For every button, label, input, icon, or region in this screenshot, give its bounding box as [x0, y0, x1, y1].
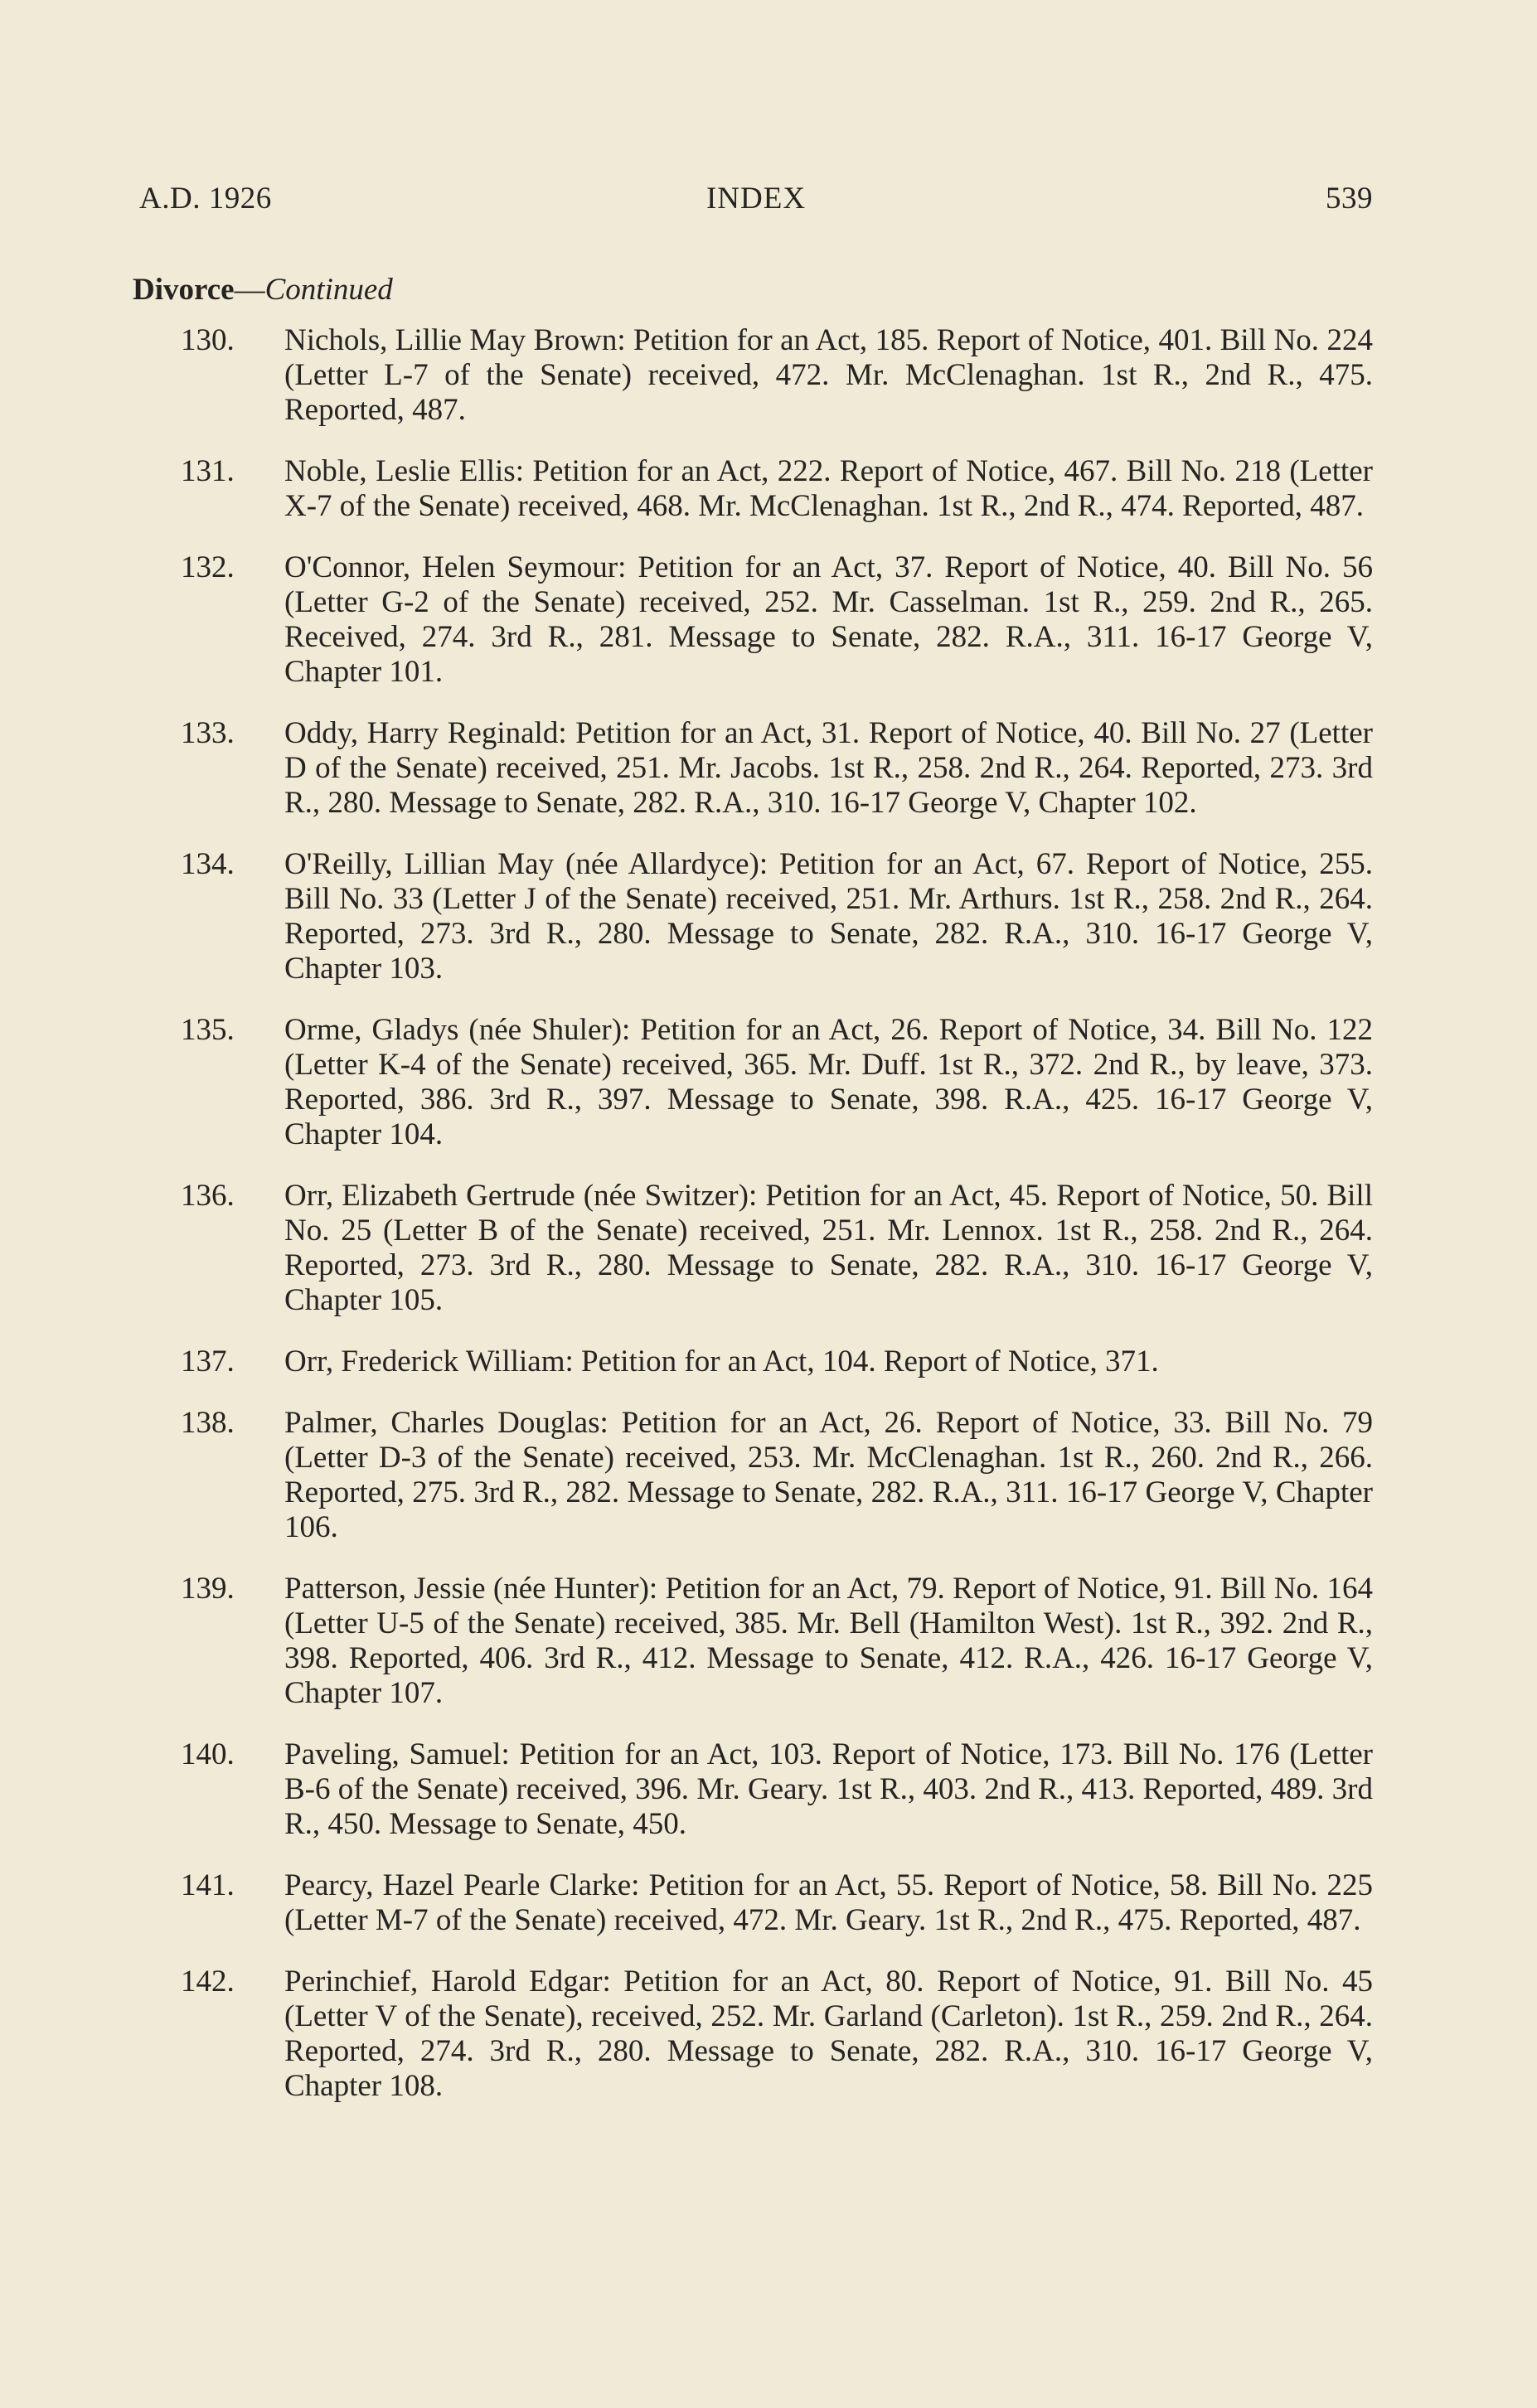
entry-number: 141. [181, 1868, 235, 1902]
entry-text: Paveling, Samuel: Petition for an Act, 103. Report of Notice, 173. Bill No. 176 (Letter B-6 of the Senate) received, 396. Mr. Geary. 1st R., 403. 2nd R., 413. Reported, 489. 3rd R., 450. Message to Senate, 450. [284, 1737, 1373, 1841]
entry-text: O'Connor, Helen Seymour: Petition for an Act, 37. Report of Notice, 40. Bill No. 56 (Letter G-2 of the Senate) received, 252. Mr. Casselman. 1st R., 259. 2nd R., 265. Received, 274. 3rd R., 281. Message to Senate, 282. R.A., 311. 16-17 George V, Chapter 101. [284, 550, 1373, 689]
entry-text: Nichols, Lillie May Brown: Petition for an Act, 185. Report of Notice, 401. Bill No. 224 (Letter L-7 of the Senate) received, 472. Mr. McClenaghan. 1st R., 2nd R., 475. Reported, 487. [284, 323, 1373, 427]
header-date: A.D. 1926 [139, 182, 272, 216]
index-entry [181, 550, 1373, 690]
index-entry [181, 1737, 1373, 1842]
section-continued: Continued [264, 273, 393, 307]
entry-number: 133. [181, 716, 235, 750]
entry-text: Orr, Elizabeth Gertrude (née Switzer): Petition for an Act, 45. Report of Notice, 50. Bill No. 25 (Letter B of the Senate) received, 251. Mr. Lennox. 1st R., 258. 2nd R., 264. Reported, 273. 3rd R., 280. Message to Senate, 282. R.A., 310. 16-17 George V, Chapter 105. [284, 1179, 1373, 1317]
index-entry [181, 323, 1373, 428]
entry-number: 135. [181, 1013, 235, 1047]
index-entry [181, 716, 1373, 821]
entry-number: 142. [181, 1965, 235, 1999]
entry-text: O'Reilly, Lillian May (née Allardyce): Petition for an Act, 67. Report of Notice, 255. Bill No. 33 (Letter J of the Senate) received, 251. Mr. Arthurs. 1st R., 258. 2nd R., 264. Reported, 273. 3rd R., 280. Message to Senate, 282. R.A., 310. 16-17 George V, Chapter 103. [284, 847, 1373, 986]
entry-number: 131. [181, 454, 235, 488]
index-entry [181, 1965, 1373, 2104]
entry-text: Pearcy, Hazel Pearle Clarke: Petition for an Act, 55. Report of Notice, 58. Bill No. 225 (Letter M-7 of the Senate) received, 472. Mr. Geary. 1st R., 2nd R., 475. Reported, 487. [284, 1868, 1373, 1937]
index-entry [181, 1406, 1373, 1545]
index-entry [181, 1868, 1373, 1938]
entry-number: 139. [181, 1572, 235, 1606]
entry-text: Orme, Gladys (née Shuler): Petition for an Act, 26. Report of Notice, 34. Bill No. 122 (Letter K-4 of the Senate) received, 365. Mr. Duff. 1st R., 372. 2nd R., by leave, 373. Reported, 386. 3rd R., 397. Message to Senate, 398. R.A., 425. 16-17 George V, Chapter 104. [284, 1013, 1373, 1151]
index-entry [181, 1179, 1373, 1318]
entry-list [0, 323, 1537, 2130]
index-entry [181, 1345, 1373, 1379]
entry-number: 136. [181, 1179, 235, 1213]
entry-text: Perinchief, Harold Edgar: Petition for an Act, 80. Report of Notice, 91. Bill No. 45 (Letter V of the Senate), received, 252. Mr. Garland (Carleton). 1st R., 259. 2nd R., 264. Reported, 274. 3rd R., 280. Message to Senate, 282. R.A., 310. 16-17 George V, Chapter 108. [284, 1965, 1373, 2103]
entry-number: 134. [181, 847, 235, 881]
entry-text: Oddy, Harry Reginald: Petition for an Act, 31. Report of Notice, 40. Bill No. 27 (Letter D of the Senate) received, 251. Mr. Jacobs. 1st R., 258. 2nd R., 264. Reported, 273. 3rd R., 280. Message to Senate, 282. R.A., 310. 16-17 George V, Chapter 102. [284, 716, 1373, 820]
entry-number: 140. [181, 1737, 235, 1771]
entry-number: 137. [181, 1345, 235, 1378]
entry-text: Palmer, Charles Douglas: Petition for an Act, 26. Report of Notice, 33. Bill No. 79 (Letter D-3 of the Senate) received, 253. Mr. McClenaghan. 1st R., 260. 2nd R., 266. Reported, 275. 3rd R., 282. Message to Senate, 282. R.A., 311. 16-17 George V, Chapter 106. [284, 1406, 1373, 1544]
header-title: INDEX [705, 182, 807, 216]
entry-number: 132. [181, 550, 235, 584]
entry-text: Orr, Frederick William: Petition for an Act, 104. Report of Notice, 371. [284, 1345, 1159, 1378]
page-number: 539 [1326, 182, 1373, 216]
entry-text: Patterson, Jessie (née Hunter): Petition for an Act, 79. Report of Notice, 91. Bill No. 164 (Letter U-5 of the Senate) received, 385. Mr. Bell (Hamilton West). 1st R., 392. 2nd R., 398. Reported, 406. 3rd R., 412. Message to Senate, 412. R.A., 426. 16-17 George V, Chapter 107. [284, 1572, 1373, 1710]
section-heading [133, 272, 393, 308]
index-entry [181, 847, 1373, 986]
entry-number: 130. [181, 323, 235, 357]
section-dash: — [234, 273, 265, 307]
index-entry [181, 1572, 1373, 1711]
section-title: Divorce [133, 273, 235, 307]
index-entry [181, 454, 1373, 524]
index-entry [181, 1013, 1373, 1152]
entry-number: 138. [181, 1406, 235, 1440]
entry-text: Noble, Leslie Ellis: Petition for an Act, 222. Report of Notice, 467. Bill No. 218 (Letter X-7 of the Senate) received, 468. Mr. McClenaghan. 1st R., 2nd R., 474. Reported, 487. [284, 454, 1373, 523]
